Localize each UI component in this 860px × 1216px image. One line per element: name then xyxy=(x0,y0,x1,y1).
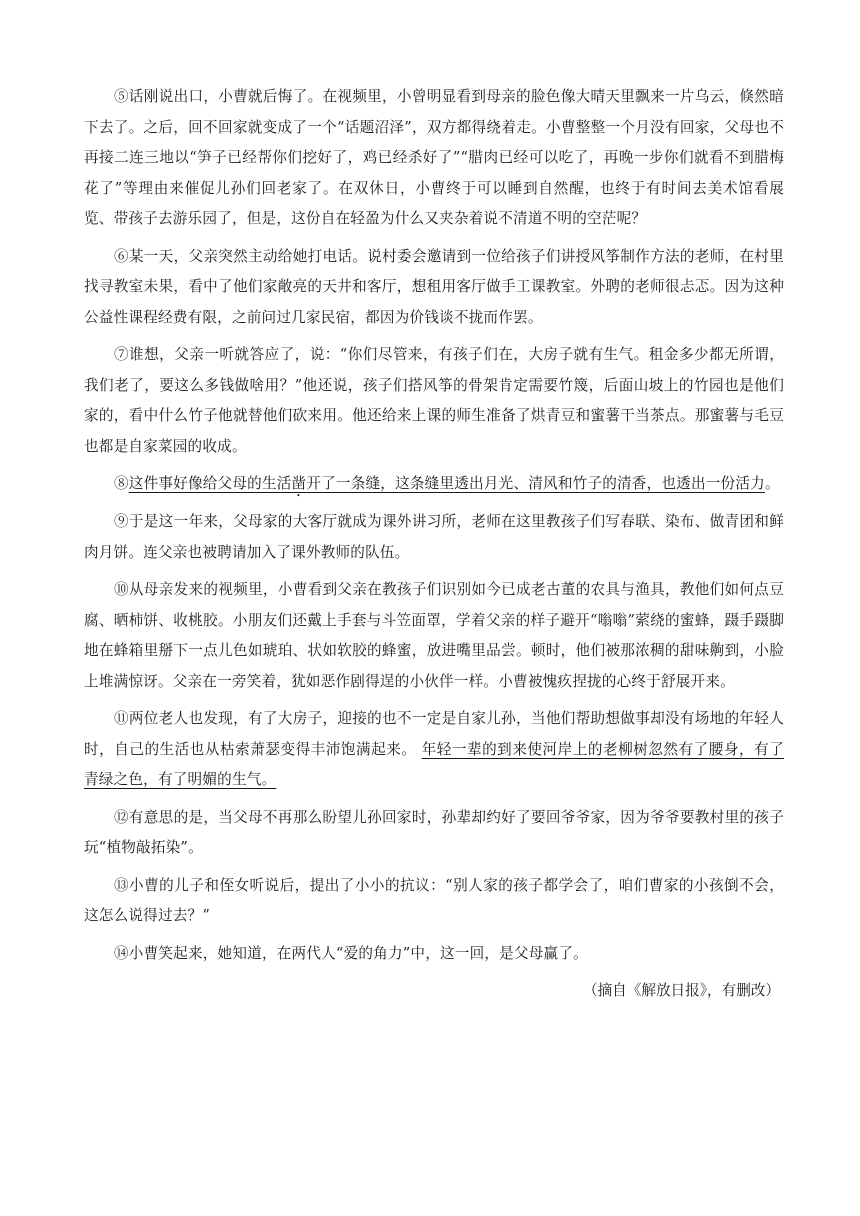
paragraph-8-number: ⑧ xyxy=(114,475,129,492)
emphasized-word: 凿 xyxy=(291,475,307,492)
paragraph-10: ⑩从母亲发来的视频里，小曹看到父亲在教孩子们识别如今已成老古董的农具与渔具，教他们如何点豆腐、晒柿饼、收桃胶。小朋友们还戴上手套与斗笠面罩，学着父亲的样子避开“嗡嗡”萦绕的蜜蜂，蹑手蹑脚地在蜂箱里掰下一点儿色如琥珀、状如软胶的蜂蜜，放进嘴里品尝。顿时，他们被那浓稠的甜味齁到，小脸上堆满惊讶。父亲在一旁笑着，犹如恶作剧得逞的小伙伴一样。小曹被愧疚捏拢的心终于舒展开来。 xyxy=(84,581,784,690)
paragraph-13: ⑬小曹的儿子和侄女听说后，提出了小小的抗议：“别人家的孩子都学会了，咱们曹家的小孩倒不会，这怎么说得过去？” xyxy=(84,876,784,924)
source-citation: （摘自《解放日报》，有删改） xyxy=(582,982,780,999)
paragraph-7: ⑦谁想，父亲一听就答应了，说：“你们尽管来，有孩子们在，大房子就有生气。租金多少都无所谓，我们老了，要这么多钱做啥用？”他还说，孩子们搭风筝的骨架肯定需要竹篾，后面山坡上的竹园也是他们家的，看中什么竹子他就替他们砍来用。他还给来上课的师生准备了烘青豆和蜜薯干当茶点。那蜜薯与毛豆也都是自家菜园的收成。 xyxy=(84,346,784,455)
paragraph-8-end: 。 xyxy=(764,475,780,492)
paragraph-5: ⑤话刚说出口，小曹就后悔了。在视频里，小曾明显看到母亲的脸色像大晴天里飘来一片乌云，倏然暗下去了。之后，回不回家就变成了一个“话题沼泽”，双方都得绕着走。小曹整整一个月没有回家，父母也不再接二连三地以“笋子已经帮你们挖好了，鸡已经杀好了”“腊肉已经可以吃了，再晚一步你们就看不到腊梅花了”等理由来催促儿孙们回老家了。在双休日，小曹终于可以睡到自然醒，也终于有时间去美术馆看展览、带孩子去游乐园了，但是，这份自在轻盈为什么又夹杂着说不清道不明的空茫呢？ xyxy=(84,88,784,227)
paragraph-11-text: ⑪两位老人也发现，有了大房子，迎接的也不一定是自家儿孙，当他们帮助想做事却没有场地的年轻人时，自己的生活也从枯索萧瑟变得丰沛饱满起来。 xyxy=(84,710,784,758)
paragraph-8 xyxy=(84,469,784,500)
article-body xyxy=(84,82,784,1006)
underlined-text-8a: 这件事好像给父母的生活 xyxy=(128,475,292,492)
paragraph-12: ⑫有意思的是，当父母不再那么盼望儿孙回家时，孙辈却约好了要回爷爷家，因为爷爷要教村里的孩子玩“植物敲拓染”。 xyxy=(84,808,784,856)
paragraph-9: ⑨于是这一年来，父母家的大客厅就成为课外讲习所，老师在这里教孩子们写春联、染布、做青团和鲜肉月饼。连父亲也被聘请加入了课外教师的队伍。 xyxy=(84,513,784,561)
paragraph-14: ⑭小曹笑起来，她知道，在两代人“爱的角力”中，这一回，是父母赢了。 xyxy=(114,944,588,962)
underlined-sentence-8 xyxy=(129,475,765,492)
underlined-text-8b: 开了一条缝，这条缝里透出月光、清风和竹子的清香，也透出一份活力 xyxy=(306,475,765,492)
underlined-sentence-11: 年轻一辈的到来使河岸上的老柳树忽然有了腰身，有了青绿之色，有了明媚的生气。 xyxy=(84,740,784,788)
paragraph-11 xyxy=(84,704,784,796)
paragraph-6: ⑥某一天，父亲突然主动给她打电话。说村委会邀请到一位给孩子们讲授风筝制作方法的老师，在村里找寻教室未果，看中了他们家敞亮的天井和客厅，想租用客厅做手工课教室。外聘的老师很忐忑。因为这种公益性课程经费有限，之前问过几家民宿，都因为价钱谈不拢而作罢。 xyxy=(84,247,784,326)
